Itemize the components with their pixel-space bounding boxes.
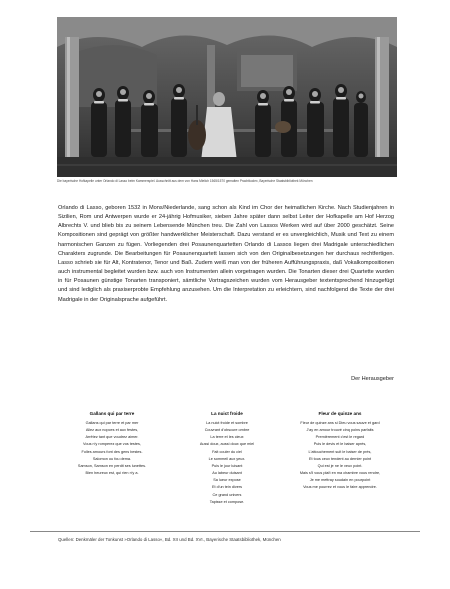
verse-line: Et d'un tein divers xyxy=(211,485,243,490)
historical-painting-image xyxy=(57,17,397,177)
verse-line: Et tous ceux tendent au dernier point xyxy=(308,456,372,461)
verse-line: Vous n'y romperez que vos testes, xyxy=(83,442,141,447)
painting-illustration xyxy=(57,17,397,177)
madrigal-title: Fleur de quinze ans xyxy=(318,411,362,416)
madrigal-title: La nuict froide xyxy=(211,411,243,416)
verse-line: Premièrement c'est le regard xyxy=(315,435,365,440)
madrigal-title: Gallans qui par terre xyxy=(89,411,135,416)
verse-line: Fleur de quinze ans si Dieu vous sauve et gard xyxy=(300,421,380,425)
madrigal-column-2 xyxy=(173,411,281,506)
verse-line: Arrêtez tant que voudrez aimer. xyxy=(85,435,139,440)
verse-line: Mais s'il vous plaît en ma chambre vous rendre, xyxy=(299,471,381,476)
image-caption: Die bayerische Hofkapelle unter Orlando di Lasso beim Kammerspiel. Ausschnitt aus dem von Hans Mielich 1565/1570 gemalten Prachtkodex, Bayerische Staatsbibliothek München xyxy=(57,179,313,183)
verse-line: Tapisse et compose. xyxy=(209,499,245,504)
verse-line: Au labeur duisant xyxy=(212,471,242,476)
verse-line: Puis le devis et le baiser après, xyxy=(313,442,367,447)
verse-line: Samson, Samson en perdit ses lunettes. xyxy=(77,463,147,468)
verse-line: La nuict froide et sombre xyxy=(206,421,248,425)
verse-line: Qui est je ne le veux point. xyxy=(317,463,363,468)
editor-signature: Der Herausgeber xyxy=(351,376,394,382)
verse-line: Folles amours font des gens bestes. xyxy=(81,449,143,454)
verse-line: Aussi doux, aussi doux que miel xyxy=(199,442,255,447)
verse-line: La terre et les cieux xyxy=(210,435,244,440)
verse-line: Couvrant d'obscure ombre xyxy=(204,428,250,433)
intro-paragraph: Orlando di Lasso, geboren 1532 in Mons/Niederlande, sang schon als Kind im Chor der heimatlichen Kirche. Nach Studienjahren in Sizilien, Rom und Antwerpen wurde er 24-jährig Hofmusiker, sieben Jahre später dann selbst Leiter der Hofkapelle am Hof Herzog Albrechts V. und blieb bis zu seinem Lebensende München treu. Die Zahl von Lassos Werken wird auf über 2000 geschätzt. Seine Kompositionen sind geprägt von größter handwerklicher Meisterschaft. Dazu verstand er es unvergleichlich, Musik und Text zu einem harmonischen Ganzen zu fügen. Vorliegenden drei Posaunenquartetten Orlando di Lassos liegen drei Madrigale unterschiedlichen Charakters zugrunde. Die Bearbeitungen für Posaunenquartett lassen sich von den Originalbesetzungen her durchaus rechtfertigen. Lasso schrieb sie für Alt, Kontratenor, Tenor und Baß. Zudem weiß man von der früheren Aufführungspraxis, daß Vokalkompositionen auch instrumental begleitet wurden bzw. auch von Instrumenten allein vorgetragen wurden. Die Tonarten dieser drei Quartette wurden in für Posaunen günstige Tonarten transponiert, sämtliche Vortragszeichen wurden vom Herausgeber textentsprechend hinzugefügt und sind lediglich als praxiserprobte Empfehlung anzusehen. Um die Interpretation zu erleichtern, sind nachfolgend die Texte der drei Madrigale in der Originalsprache aufgeführt. xyxy=(58,205,394,303)
verse-line: Fait couler du ciel xyxy=(212,449,242,454)
verse-line: Puis le jour luisant xyxy=(211,463,243,468)
verse-line: J'ay en amour trouvé cinq poins parfaits xyxy=(306,428,374,433)
sources-footnote: Quellen: Denkmäler der Tonkunst »Orlando di Lasso«, Bd. XII und Bd. XVI., Bayerische Staatsbibliothek, München xyxy=(58,537,281,542)
madrigal-column-3 xyxy=(286,411,394,492)
verse-line: Vous me pourrez et vous le faire apprendre. xyxy=(303,485,377,490)
verse-line: Allez aux nopces et aux festes, xyxy=(85,428,139,433)
verse-line: Le sommeil aux yeux. xyxy=(208,456,246,461)
verse-line: Ce grand univers xyxy=(212,492,242,497)
verse-line: Sa lueur expose xyxy=(213,478,241,483)
body-text xyxy=(58,204,394,305)
verse-line: Bien heureux est, qui rien n'y a. xyxy=(85,471,139,476)
verse-line: Gallans qui par terre et par mer xyxy=(85,421,139,425)
verse-line: Salomon ou fou dema. xyxy=(92,456,132,461)
footer-divider xyxy=(30,531,420,532)
verse-line: L'attouchement suit le baiser de près, xyxy=(308,449,372,454)
verse-line: Je me mettray soudain en pourpoint xyxy=(309,478,371,483)
madrigal-column-1 xyxy=(58,411,166,477)
